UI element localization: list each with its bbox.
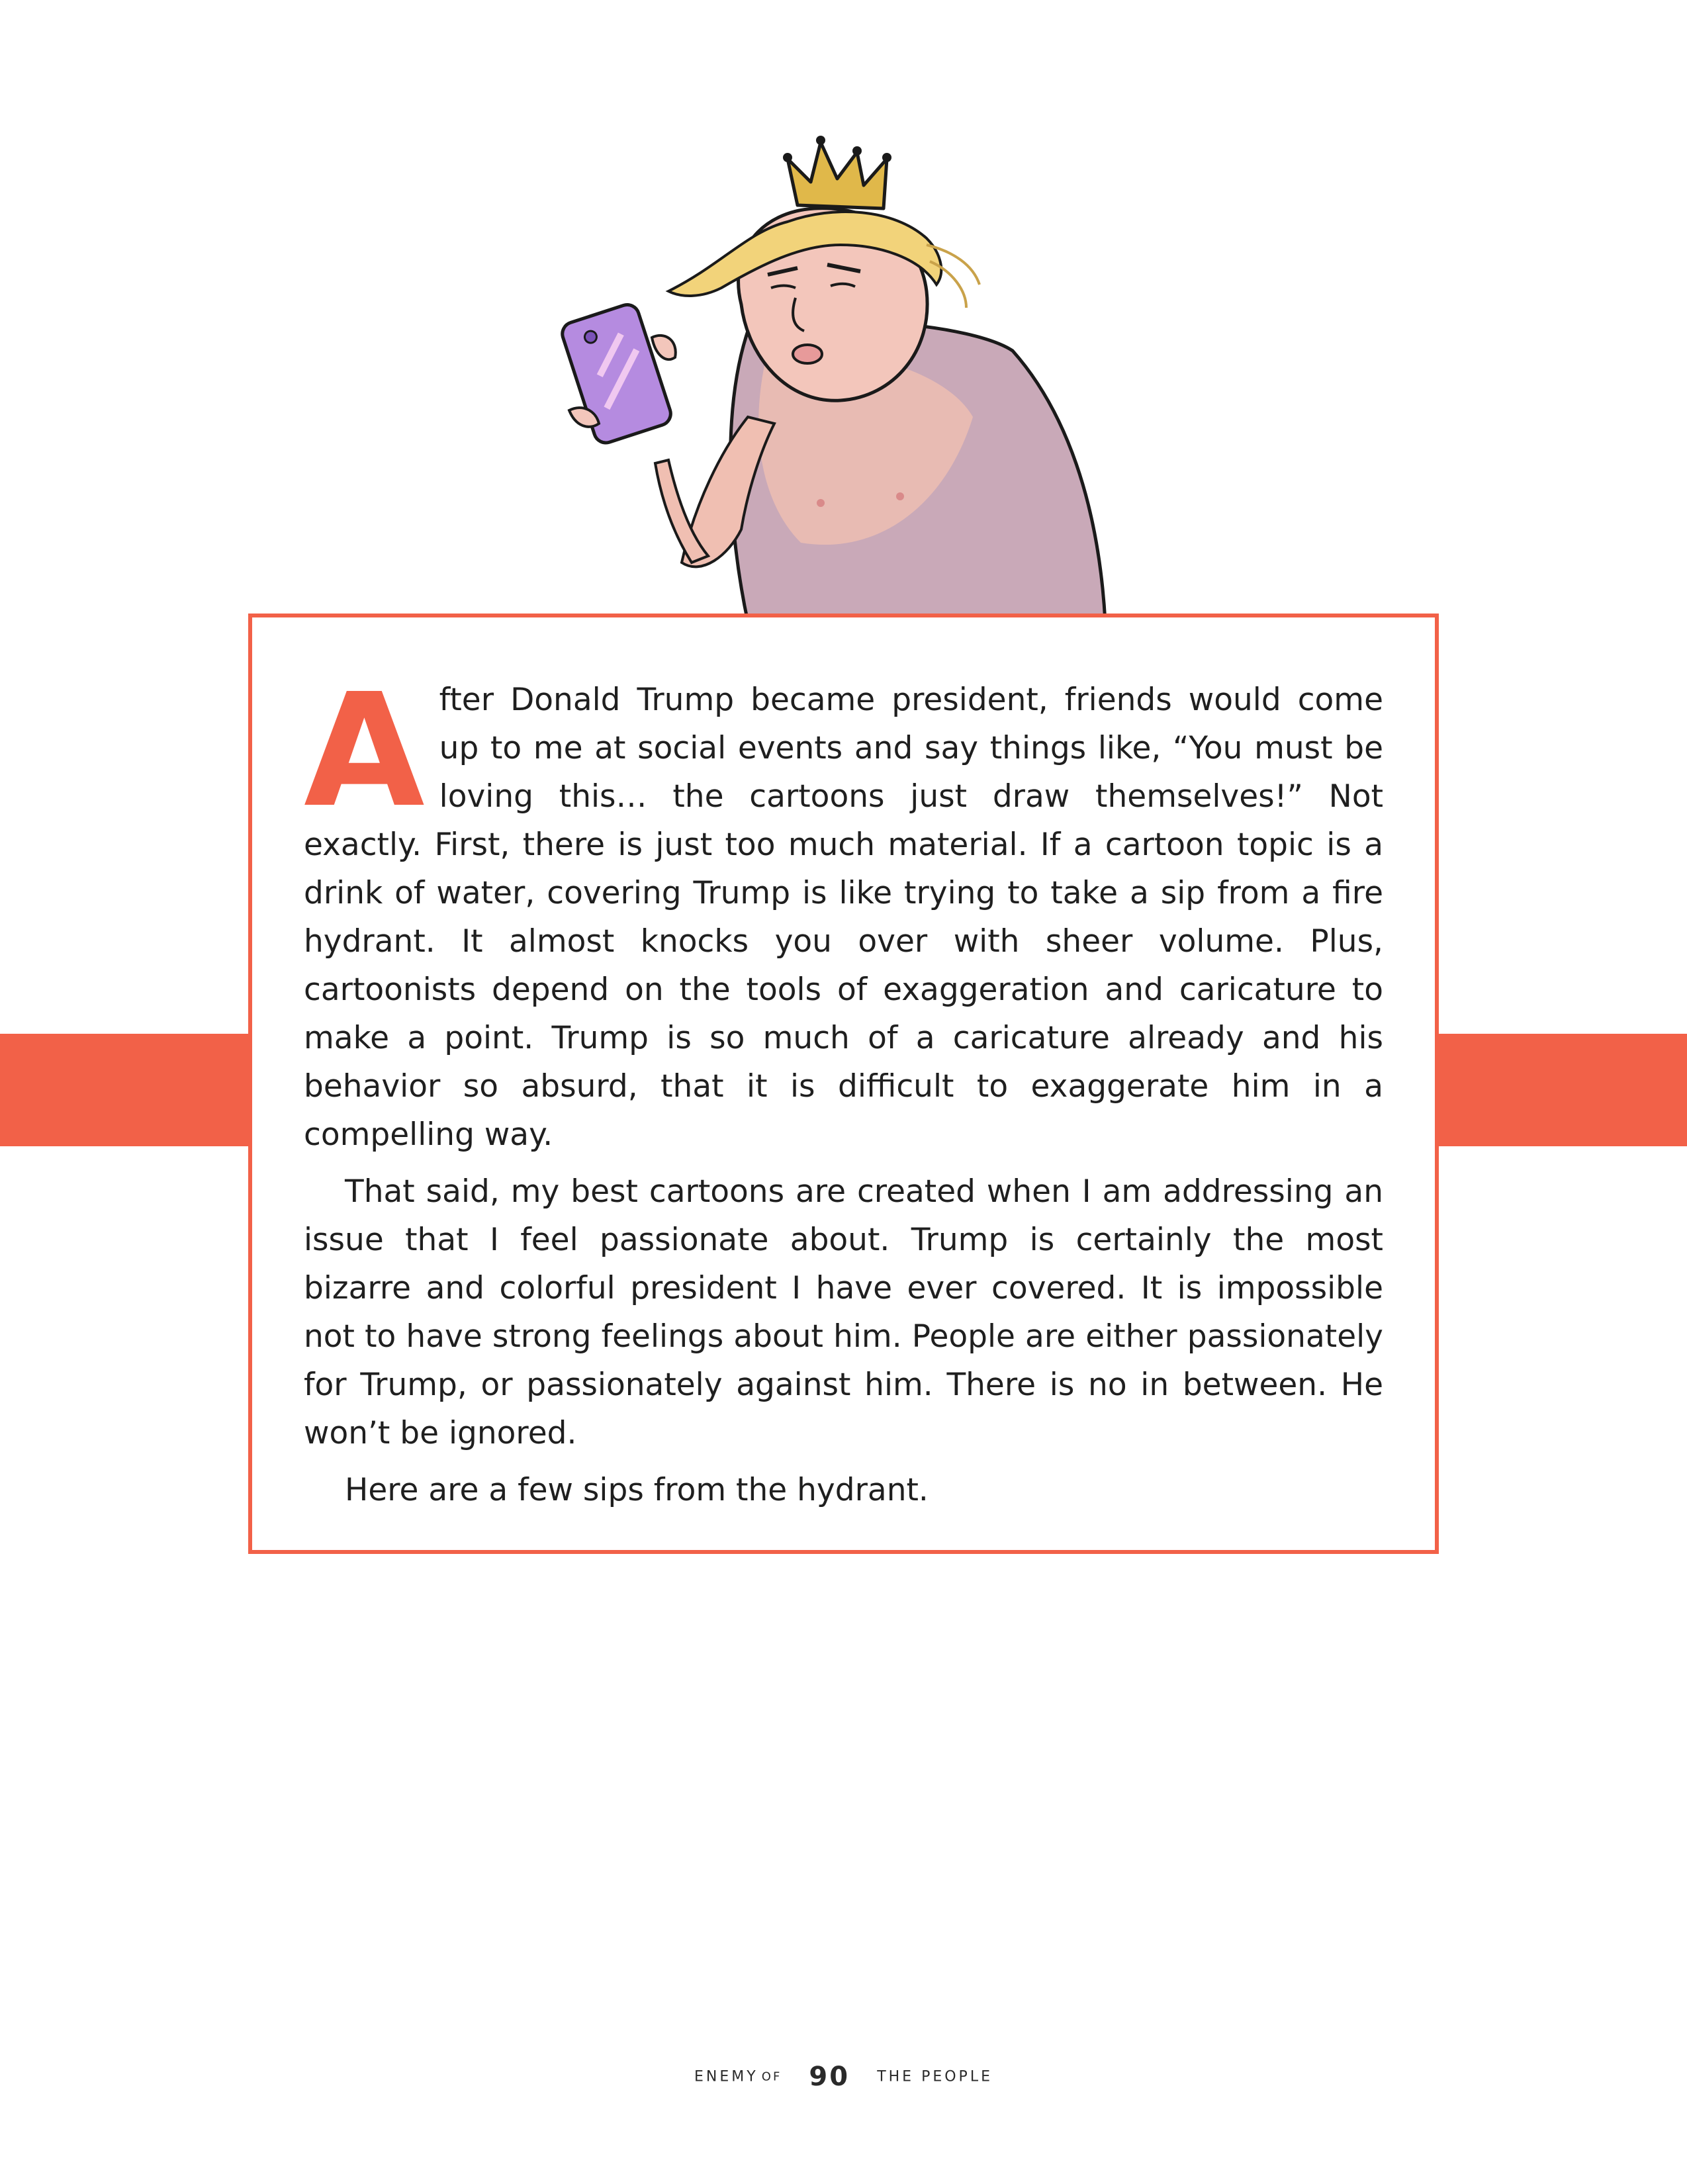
intro-paragraph-3: Here are a few sips from the hydrant.: [345, 1472, 929, 1508]
footer-title-left: ENEMY: [694, 2068, 758, 2085]
footer-title-of: OF: [761, 2070, 782, 2084]
smartphone-icon: [559, 302, 674, 446]
footer-title-right: THE PEOPLE: [877, 2068, 993, 2085]
intro-paragraph-2: That said, my best cartoons are created when I am addressing an issue that I feel passionate about. Trump is certainly the most bizarre and colorful president I have ever covered. It is impossible not to have strong feelings about him. People are either passionately for Trump, or passionately against him. There is no in between. He won’t be ignored.: [304, 1173, 1383, 1451]
drop-cap-letter: A: [304, 660, 425, 842]
intro-paragraph-1: [304, 660, 1383, 1159]
page-footer: [0, 2062, 1687, 2092]
crown-icon: [788, 142, 887, 208]
intro-paragraph-1-text: fter Donald Trump became president, friends would come up to me at social events and say things like, “You must be loving this… the cartoons just draw themselves!” Not exactly. First, there is just too much material. If a cartoon topic is a drink of water, covering Trump is like trying to take a sip from a fire hydrant. It almost knocks you over with sheer volume. Plus, cartoonists depend on the tools of exaggeration and caricature to make a point. Trump is so much of a caricature already and his behavior so absurd, that it is difficult to exaggerate him in a compelling way.: [304, 682, 1383, 1153]
intro-text-box: [248, 614, 1439, 1554]
page-number: 90: [809, 2062, 850, 2092]
trump-caricature-illustration: [549, 132, 1132, 622]
